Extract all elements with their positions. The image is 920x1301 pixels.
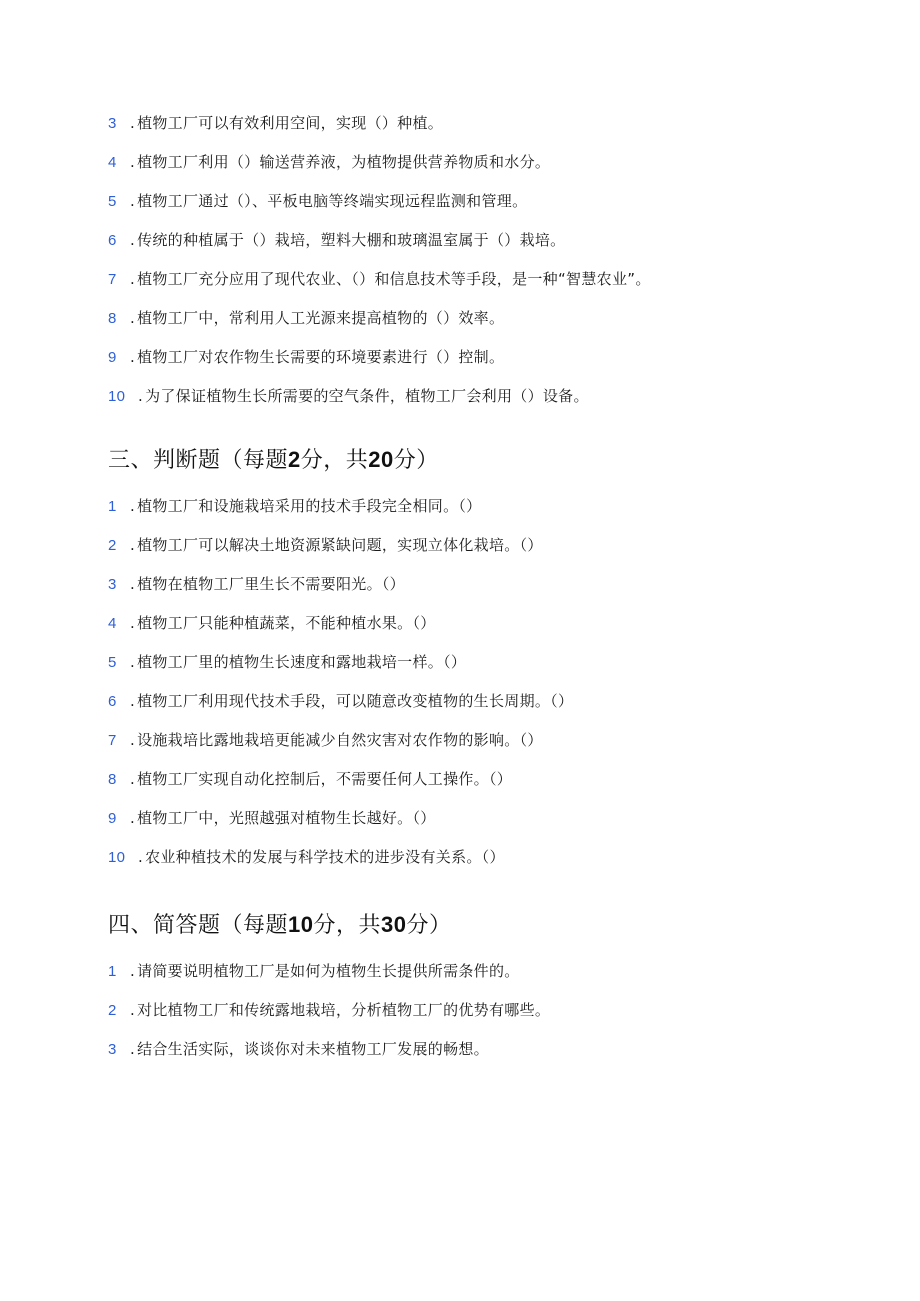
item-number: 3 <box>108 576 117 593</box>
item-number: 1 <box>108 498 117 515</box>
item-text: 传统的种植属于（）栽培，塑料大棚和玻璃温室属于（）栽培。 <box>137 231 566 249</box>
item-number: 3 <box>108 1041 117 1058</box>
item-number: 2 <box>108 1002 117 1019</box>
item-number: 6 <box>108 693 117 710</box>
item-text: 植物工厂实现自动化控制后，不需要任何人工操作。（） <box>137 770 513 788</box>
item-number: 9 <box>108 349 117 366</box>
fill-blank-item: 9 . 植物工厂对农作物生长需要的环境要素进行（）控制。 <box>108 344 504 370</box>
item-text: 植物工厂对农作物生长需要的环境要素进行（）控制。 <box>137 348 505 366</box>
item-number: 7 <box>108 271 117 288</box>
item-number: 6 <box>108 232 117 249</box>
item-number: 10 <box>108 849 126 866</box>
section-heading-true-false <box>108 444 439 476</box>
heading-score-total: 20 <box>368 447 394 472</box>
true-false-item: 9 . 植物工厂中，光照越强对植物生长越好。（） <box>108 805 436 831</box>
heading-score-total: 30 <box>381 912 407 937</box>
item-text: 植物工厂里的植物生长速度和露地栽培一样。（） <box>137 653 467 671</box>
true-false-item: 4 . 植物工厂只能种植蔬菜，不能种植水果。（） <box>108 610 436 636</box>
heading-suffix: 分） <box>393 448 439 473</box>
item-number: 9 <box>108 810 117 827</box>
true-false-item: 1 . 植物工厂和设施栽培采用的技术手段完全相同。（） <box>108 493 481 519</box>
heading-suffix: 分） <box>406 913 452 938</box>
fill-blank-item: 6 . 传统的种植属于（）栽培，塑料大棚和玻璃温室属于（）栽培。 <box>108 227 565 253</box>
item-number: 5 <box>108 193 117 210</box>
item-text: 植物工厂通过（）、平板电脑等终端实现远程监测和管理。 <box>137 192 528 210</box>
item-text: 植物工厂利用（）输送营养液，为植物提供营养物质和水分。 <box>137 153 551 171</box>
true-false-item: 5 . 植物工厂里的植物生长速度和露地栽培一样。（） <box>108 649 466 675</box>
heading-middle: 分，共 <box>300 448 369 473</box>
item-text: 植物工厂利用现代技术手段，可以随意改变植物的生长周期。（） <box>137 692 574 710</box>
item-text: 设施栽培比露地栽培更能减少自然灾害对农作物的影响。（） <box>137 731 543 749</box>
heading-score-each: 10 <box>288 912 314 937</box>
short-answer-item: 3 . 结合生活实际，谈谈你对未来植物工厂发展的畅想。 <box>108 1036 489 1062</box>
fill-blank-item: 10 . 为了保证植物生长所需要的空气条件，植物工厂会利用（）设备。 <box>108 383 589 409</box>
item-text: 植物在植物工厂里生长不需要阳光。（） <box>137 575 405 593</box>
item-text: 植物工厂可以解决土地资源紧缺问题，实现立体化栽培。（） <box>137 536 543 554</box>
fill-blank-item: 7 . 植物工厂充分应用了现代农业、（）和信息技术等手段，是一种“智慧农业”。 <box>108 266 651 292</box>
short-answer-item: 2 . 对比植物工厂和传统露地栽培，分析植物工厂的优势有哪些。 <box>108 997 550 1023</box>
true-false-item: 7 . 设施栽培比露地栽培更能减少自然灾害对农作物的影响。（） <box>108 727 543 753</box>
heading-score-each: 2 <box>288 447 301 472</box>
item-number: 4 <box>108 154 117 171</box>
item-number: 3 <box>108 115 117 132</box>
true-false-item: 2 . 植物工厂可以解决土地资源紧缺问题，实现立体化栽培。（） <box>108 532 543 558</box>
heading-middle: 分，共 <box>313 913 382 938</box>
item-number: 10 <box>108 388 126 405</box>
short-answer-item: 1 . 请简要说明植物工厂是如何为植物生长提供所需条件的。 <box>108 958 520 984</box>
item-number: 7 <box>108 732 117 749</box>
item-text: 植物工厂中，常利用人工光源来提高植物的（）效率。 <box>137 309 505 327</box>
item-number: 4 <box>108 615 117 632</box>
true-false-item: 3 . 植物在植物工厂里生长不需要阳光。（） <box>108 571 405 597</box>
item-number: 8 <box>108 771 117 788</box>
item-number: 1 <box>108 963 117 980</box>
true-false-item: 10 . 农业种植技术的发展与科学技术的进步没有关系。（） <box>108 844 505 870</box>
item-text: 植物工厂和设施栽培采用的技术手段完全相同。（） <box>137 497 482 515</box>
item-text: 为了保证植物生长所需要的空气条件，植物工厂会利用（）设备。 <box>145 387 589 405</box>
fill-blank-item: 3 . 植物工厂可以有效利用空间，实现（）种植。 <box>108 110 443 136</box>
item-text: 对比植物工厂和传统露地栽培，分析植物工厂的优势有哪些。 <box>137 1001 551 1019</box>
fill-blank-item: 8 . 植物工厂中，常利用人工光源来提高植物的（）效率。 <box>108 305 504 331</box>
fill-blank-item: 4 . 植物工厂利用（）输送营养液，为植物提供营养物质和水分。 <box>108 149 550 175</box>
item-number: 8 <box>108 310 117 327</box>
heading-prefix: 三、判断题（每题 <box>108 448 289 473</box>
item-number: 2 <box>108 537 117 554</box>
item-text: 植物工厂可以有效利用空间，实现（）种植。 <box>137 114 444 132</box>
item-text: 植物工厂充分应用了现代农业、（）和信息技术等手段，是一种“智慧农业”。 <box>137 270 651 288</box>
item-text: 农业种植技术的发展与科学技术的进步没有关系。（） <box>145 848 505 866</box>
fill-blank-item: 5 . 植物工厂通过（）、平板电脑等终端实现远程监测和管理。 <box>108 188 527 214</box>
item-text: 植物工厂只能种植蔬菜，不能种植水果。（） <box>137 614 436 632</box>
item-text: 植物工厂中，光照越强对植物生长越好。（） <box>137 809 436 827</box>
item-text: 请简要说明植物工厂是如何为植物生长提供所需条件的。 <box>137 962 520 980</box>
true-false-item: 8 . 植物工厂实现自动化控制后，不需要任何人工操作。（） <box>108 766 512 792</box>
true-false-item: 6 . 植物工厂利用现代技术手段，可以随意改变植物的生长周期。（） <box>108 688 573 714</box>
section-heading-short-answer <box>108 909 452 941</box>
item-text: 结合生活实际，谈谈你对未来植物工厂发展的畅想。 <box>137 1040 489 1058</box>
heading-prefix: 四、简答题（每题 <box>108 913 289 938</box>
item-number: 5 <box>108 654 117 671</box>
